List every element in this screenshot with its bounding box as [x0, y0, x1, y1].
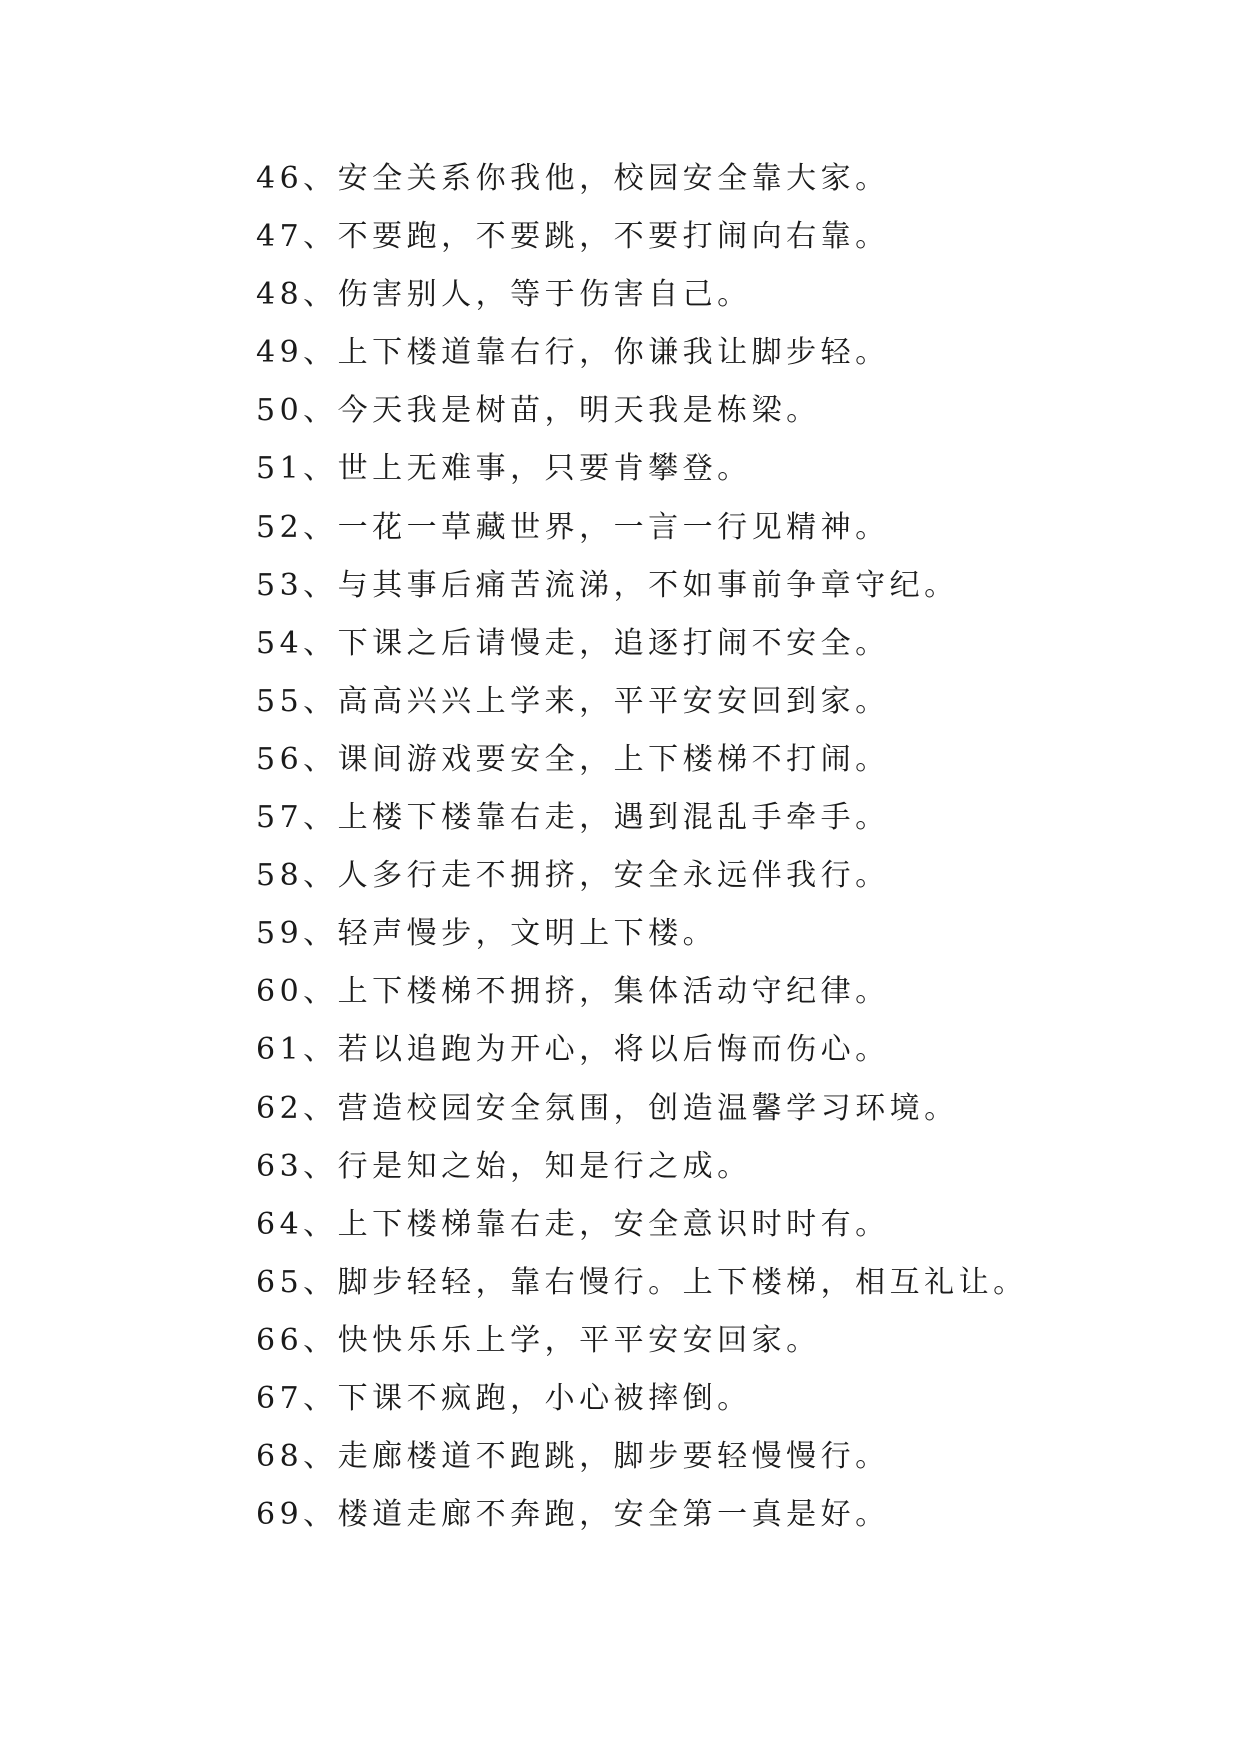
slogan-line: 60、上下楼梯不拥挤，集体活动守纪律。 [256, 974, 890, 1010]
slogan-line: 58、人多行走不拥挤，安全永远伴我行。 [256, 858, 890, 894]
slogan-line: 47、不要跑，不要跳，不要打闹向右靠。 [256, 219, 890, 255]
slogan-line: 63、行是知之始，知是行之成。 [256, 1148, 752, 1184]
slogan-line: 55、高高兴兴上学来，平平安安回到家。 [256, 683, 890, 719]
slogan-line: 59、轻声慢步，文明上下楼。 [256, 916, 718, 952]
slogan-list [256, 160, 1156, 1554]
slogan-line: 53、与其事后痛苦流涕，不如事前争章守纪。 [256, 567, 959, 603]
slogan-line: 61、若以追跑为开心，将以后悔而伤心。 [256, 1032, 890, 1068]
slogan-line: 52、一花一草藏世界，一言一行见精神。 [256, 509, 890, 545]
slogan-line: 54、下课之后请慢走，追逐打闹不安全。 [256, 625, 890, 661]
slogan-line: 65、脚步轻轻，靠右慢行。上下楼梯，相互礼让。 [256, 1264, 1028, 1300]
slogan-line: 50、今天我是树苗，明天我是栋梁。 [256, 393, 821, 429]
slogan-line: 46、安全关系你我他，校园安全靠大家。 [256, 161, 890, 196]
slogan-line: 66、快快乐乐上学，平平安安回家。 [256, 1322, 821, 1358]
slogan-line: 49、上下楼道靠右行，你谦我让脚步轻。 [256, 335, 890, 371]
slogan-line: 67、下课不疯跑，小心被摔倒。 [256, 1380, 752, 1416]
slogan-line: 62、营造校园安全氛围，创造温馨学习环境。 [256, 1090, 959, 1126]
slogan-line: 56、课间游戏要安全，上下楼梯不打闹。 [256, 741, 890, 777]
slogan-line: 48、伤害别人，等于伤害自己。 [256, 277, 752, 313]
slogan-line: 64、上下楼梯靠右走，安全意识时时有。 [256, 1206, 890, 1242]
slogan-line: 68、走廊楼道不跑跳，脚步要轻慢慢行。 [256, 1439, 890, 1475]
slogan-line: 69、楼道走廊不奔跑，安全第一真是好。 [256, 1497, 890, 1533]
slogan-line: 57、上楼下楼靠右走，遇到混乱手牵手。 [256, 800, 890, 836]
slogan-line: 51、世上无难事，只要肯攀登。 [256, 451, 752, 487]
